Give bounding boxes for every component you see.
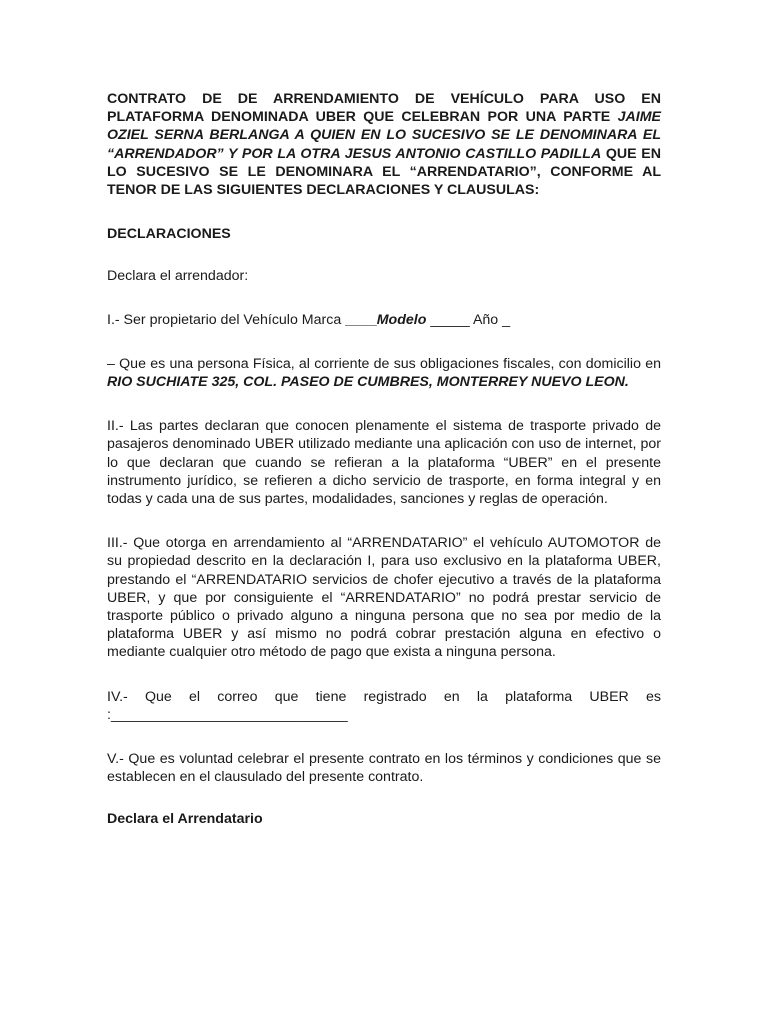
clause-i-blank-modelo: _____	[426, 311, 470, 328]
clause-ii: II.- Las partes declaran que conocen plenamente el sistema de trasporte privado de pasajeros denominado UBER utilizado mediante una aplicación con uso de internet, por lo que declaran que cuando se refieran a la plataforma “UBER” en el presente instrumento jurídico, se refieren a dicho servicio de trasporte, en forma integral y en todas y cada una de sus partes, modalidades, sanciones y reglas de operación.	[107, 418, 661, 508]
clause-iv	[107, 688, 661, 724]
contract-title	[107, 90, 661, 199]
clause-iv-email-blank: ______________________________	[110, 706, 348, 723]
document-page	[107, 90, 661, 829]
clause-i-suffix: Año _	[469, 311, 511, 328]
title-parties: JAIME OZIEL SERNA BERLANGA A QUIEN EN LO SUCESIVO SE LE DENOMINARA EL “ARRENDADOR” Y POR LA OTRA JESUS ANTONIO CASTILLO PADILLA	[107, 109, 661, 162]
declara-arrendatario-heading: Declara el Arrendatario	[107, 811, 263, 828]
clause-i-prefix: I.- Ser propietario del Vehículo Marca	[107, 311, 346, 328]
declaraciones-heading: DECLARACIONES	[107, 226, 231, 243]
clause-i	[107, 311, 661, 329]
title-part1: CONTRATO DE DE ARRENDAMIENTO DE VEHÍCULO PARA USO EN PLATAFORMA DENOMINADA UBER QUE CELEBRAN POR UNA PARTE	[107, 91, 661, 126]
declara-arrendador: Declara el arrendador:	[107, 268, 249, 285]
clause-i-modelo: Modelo	[376, 311, 427, 328]
clause-iv-text: IV.- Que el correo que tiene registrado en la plataforma UBER es :	[107, 688, 661, 723]
clause-i-blank-marca: ____	[345, 311, 377, 328]
clause-persona-address: RIO SUCHIATE 325, COL. PASEO DE CUMBRES, MONTERREY NUEVO LEON.	[107, 374, 629, 391]
clause-v: V.- Que es voluntad celebrar el presente contrato en los términos y condiciones que se establecen en el clausulado del presente contrato.	[107, 751, 661, 786]
title-part2: QUE EN LO SUCESIVO SE LE DENOMINARA EL “ARRENDATARIO”, CONFORME AL TENOR DE LAS SIGUIENTES DECLARACIONES Y CLAUSULAS:	[107, 145, 661, 199]
clause-persona	[107, 355, 661, 391]
clause-iii: III.- Que otorga en arrendamiento al “ARRENDATARIO” el vehículo AUTOMOTOR de su propiedad descrito en la declaración I, para uso exclusivo en la plataforma UBER, prestando el “ARRENDATARIO servicios de chofer ejecutivo a través de la plataforma UBER, y que por consiguiente el “ARRENDATARIO” no podrá prestar servicio de trasporte público o privado alguno a ninguna persona que no sea por medio de la plataforma UBER y así mismo no podrá cobrar prestación alguna en efectivo o mediante cualquier otro método de pago que exista a ninguna persona.	[107, 535, 661, 661]
clause-persona-text: – Que es una persona Física, al corriente de sus obligaciones fiscales, con domicilio en	[107, 355, 661, 372]
